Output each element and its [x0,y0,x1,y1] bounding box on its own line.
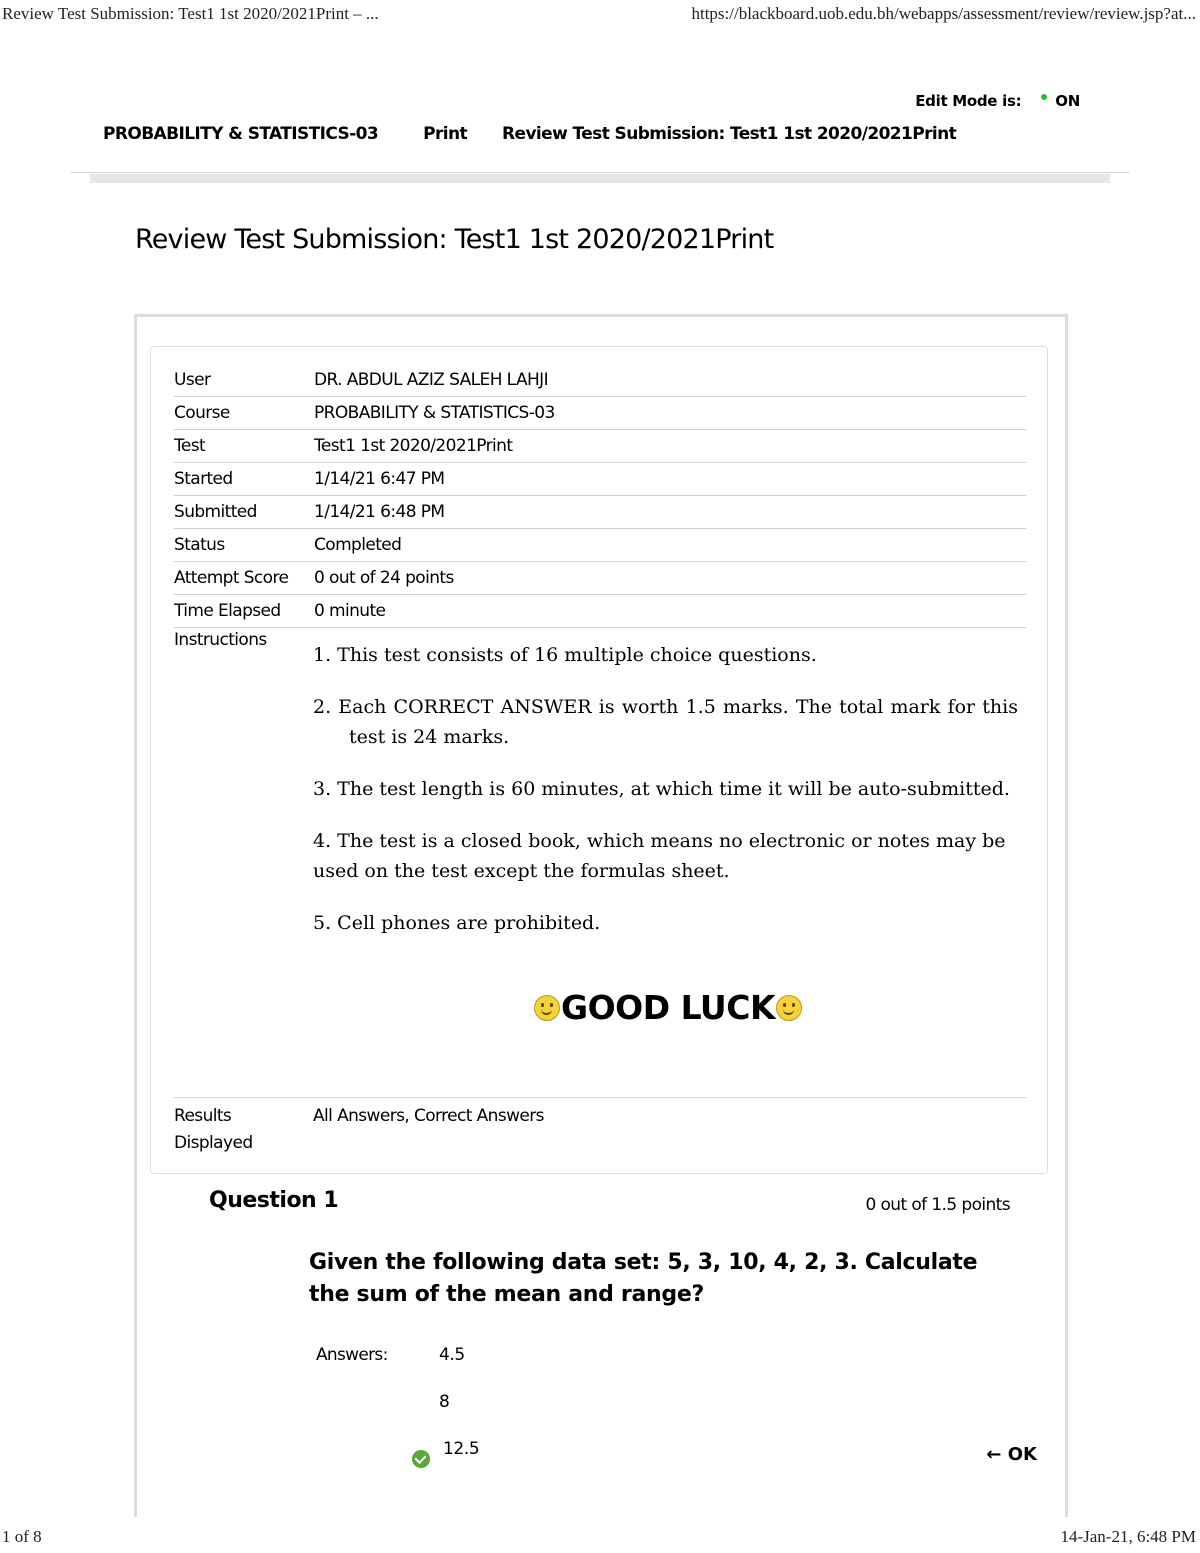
good-luck-text: GOOD LUCK [561,988,776,1027]
details-value: DR. ABDUL AZIZ SALEH LAHJI [314,370,548,390]
breadcrumb-shadow-bar [90,174,1110,183]
answer-option: 4.5 [439,1345,465,1365]
details-value: Test1 1st 2020/2021Print [314,436,513,456]
print-header-title: Review Test Submission: Test1 1st 2020/2021Print – ... [2,4,379,23]
correct-check-icon [412,1450,430,1468]
answer-option: 8 [439,1392,450,1412]
breadcrumb-print-link[interactable]: Print [423,124,468,144]
breadcrumb [103,124,956,144]
details-value: 0 minute [314,601,386,621]
results-divider [174,1097,1026,1098]
question-points: 0 out of 1.5 points [865,1195,1010,1215]
instruction-item: 4. The test is a closed book, which means no electronic or notes may be used on the test except the formulas sheet. [313,830,1006,882]
edit-mode-state: ON [1055,92,1080,110]
details-value: PROBABILITY & STATISTICS-03 [314,403,555,423]
answers-label: Answers: [316,1345,388,1365]
details-label: Time Elapsed [174,601,281,621]
smiley-icon [776,995,802,1021]
print-footer [0,1523,1200,1553]
details-row-submitted [174,496,1026,529]
breadcrumb-divider [70,172,1130,173]
breadcrumb-current-page: Review Test Submission: Test1 1st 2020/2021Print [502,124,957,144]
answer-option-correct: 12.5 [443,1439,480,1459]
instructions-list [313,640,1018,960]
breadcrumb-course-link[interactable]: PROBABILITY & STATISTICS-03 [103,124,379,144]
ok-annotation: ← OK [986,1444,1037,1465]
details-label: Submitted [174,502,257,522]
results-label [174,1103,294,1157]
instruction-item: 5. Cell phones are prohibited. [313,912,601,934]
print-header-url: https://blackboard.uob.edu.bh/webapps/assessment/review/review.jsp?at... [691,4,1196,23]
status-dot-icon [1041,94,1047,100]
print-footer-datetime: 14-Jan-21, 6:48 PM [1060,1527,1196,1546]
details-label: User [174,370,211,390]
details-row-test [174,430,1026,463]
details-value: 1/14/21 6:47 PM [314,469,445,489]
details-label: Attempt Score [174,568,289,588]
results-label-line2: Displayed [174,1133,253,1153]
details-label: Course [174,403,230,423]
print-header [0,0,1200,30]
details-row-status [174,529,1026,562]
instruction-item: 1. This test consists of 16 multiple choice questions. [313,644,817,666]
details-label: Test [174,436,206,456]
details-row-course [174,397,1026,430]
smiley-icon [534,995,560,1021]
details-row-attempt-score [174,562,1026,595]
edit-mode-toggle[interactable] [915,92,1080,110]
question-text: Given the following data set: 5, 3, 10, 4, 2, 3. Calculate the sum of the mean and range? [309,1250,978,1307]
details-value: Completed [314,535,402,555]
instructions-label: Instructions [174,630,267,650]
details-label: Status [174,535,225,555]
print-footer-page: 1 of 8 [2,1527,42,1546]
results-label-line1: Results [174,1106,232,1126]
instruction-item: 3. The test length is 60 minutes, at which time it will be auto-submitted. [313,778,1010,800]
question-title: Question 1 [209,1188,339,1213]
good-luck-message [533,988,803,1027]
details-value: 0 out of 24 points [314,568,454,588]
edit-mode-label: Edit Mode is: [915,92,1022,110]
details-row-started [174,463,1026,496]
page-title: Review Test Submission: Test1 1st 2020/2021Print [135,224,774,255]
details-row-time-elapsed [174,595,1026,628]
submission-details-table [174,364,1026,628]
results-value: All Answers, Correct Answers [313,1106,544,1126]
details-label: Started [174,469,233,489]
details-value: 1/14/21 6:48 PM [314,502,445,522]
instruction-item: 2. Each CORRECT ANSWER is worth 1.5 marks. The total mark for this test is 24 marks. [313,696,1018,748]
details-row-user [174,364,1026,397]
